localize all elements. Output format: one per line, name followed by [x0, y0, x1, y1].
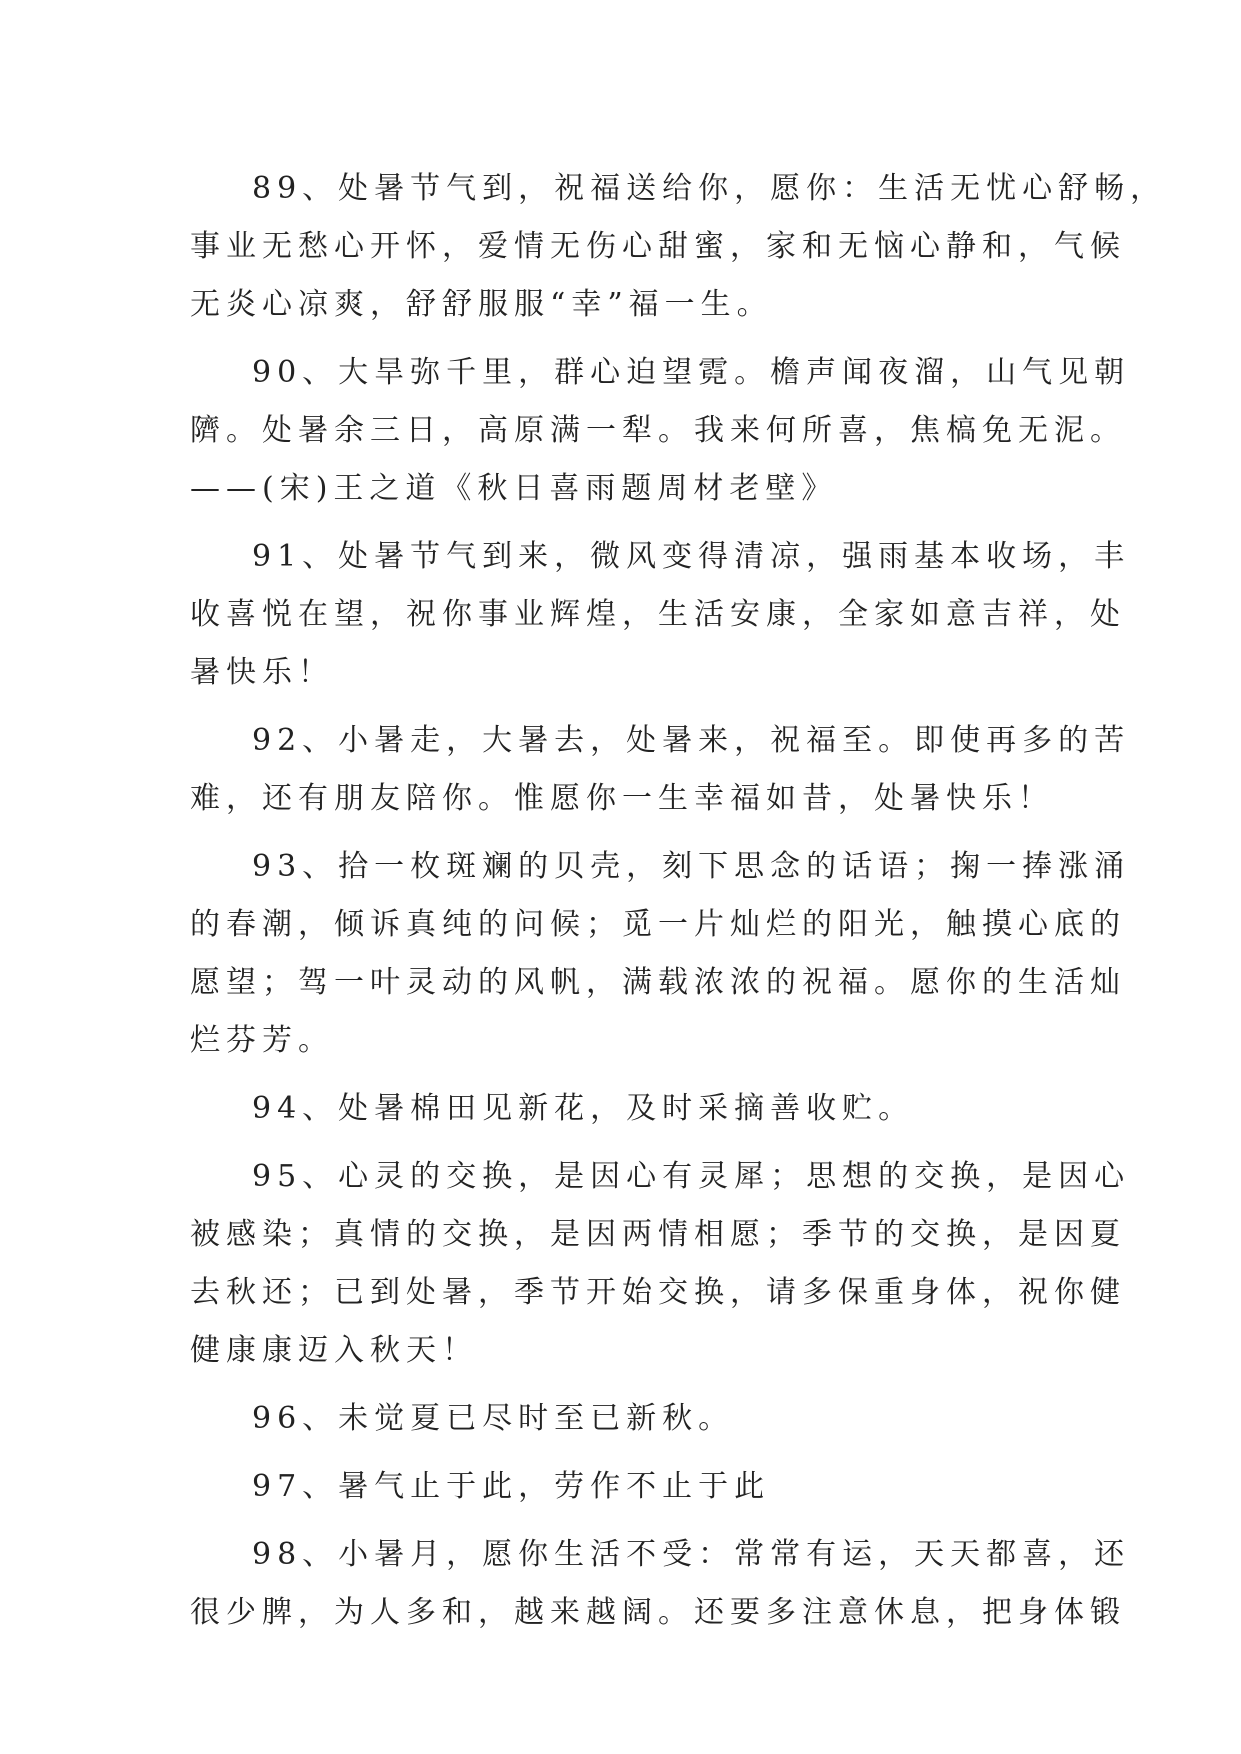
paragraph-line: 烂芬芳。: [190, 1023, 334, 1058]
paragraph-97: [190, 1458, 1070, 1516]
paragraph-93: [190, 838, 1131, 1070]
paragraph-90: [190, 344, 1131, 518]
paragraph-94: [190, 1080, 1070, 1138]
paragraph-line: 很少脾，为人多和，越来越阔。还要多注意休息，把身体锻: [190, 1595, 1126, 1630]
paragraph-citation: ——(宋)王之道《秋日喜雨题周材老壁》: [190, 471, 838, 506]
paragraph-line: 94、处暑棉田见新花，及时采摘善收贮。: [252, 1091, 915, 1126]
paragraph-line: 96、未觉夏已尽时至已新秋。: [252, 1401, 735, 1436]
paragraph-line: 90、大旱弥千里，群心迫望霓。檐声闻夜溜，山气见朝: [252, 355, 1131, 390]
paragraph-line: 健康康迈入秋天！: [190, 1333, 478, 1368]
paragraph-line: 愿望；驾一叶灵动的风帆，满载浓浓的祝福。愿你的生活灿: [190, 965, 1126, 1000]
paragraph-line: 98、小暑月，愿你生活不受：常常有运，天天都喜，还: [252, 1537, 1131, 1572]
paragraph-line: 隮。处暑余三日，高原满一犁。我来何所喜，焦槁免无泥。: [190, 413, 1126, 448]
paragraph-95: [190, 1148, 1131, 1380]
paragraph-98: [190, 1526, 1131, 1642]
paragraph-line: 93、拾一枚斑斓的贝壳，刻下思念的话语；掬一捧涨涌: [252, 849, 1131, 884]
paragraph-line: 收喜悦在望，祝你事业辉煌，生活安康，全家如意吉祥，处: [190, 597, 1126, 632]
paragraph-line: 暑快乐！: [190, 655, 334, 690]
paragraph-92: [190, 712, 1131, 828]
paragraph-89: [190, 160, 1167, 334]
paragraph-line: 去秋还；已到处暑，季节开始交换，请多保重身体，祝你健: [190, 1275, 1126, 1310]
paragraph-line: 97、暑气止于此，劳作不止于此: [252, 1469, 771, 1504]
paragraph-line: 95、心灵的交换，是因心有灵犀；思想的交换，是因心: [252, 1159, 1131, 1194]
paragraph-line: 无炎心凉爽，舒舒服服“幸”福一生。: [190, 287, 773, 322]
paragraph-line: 的春潮，倾诉真纯的问候；觅一片灿烂的阳光，触摸心底的: [190, 907, 1126, 942]
paragraph-line: 事业无愁心开怀，爱情无伤心甜蜜，家和无恼心静和，气候: [190, 229, 1126, 264]
paragraph-line: 91、处暑节气到来，微风变得清凉，强雨基本收场，丰: [252, 539, 1131, 574]
paragraph-96: [190, 1390, 1070, 1448]
paragraph-line: 92、小暑走，大暑去，处暑来，祝福至。即使再多的苦: [252, 723, 1131, 758]
paragraph-line: 难，还有朋友陪你。惟愿你一生幸福如昔，处暑快乐！: [190, 781, 1054, 816]
document-body: [190, 160, 1167, 1652]
paragraph-line: 被感染；真情的交换，是因两情相愿；季节的交换，是因夏: [190, 1217, 1126, 1252]
paragraph-line: 89、处暑节气到，祝福送给你，愿你：生活无忧心舒畅，: [252, 171, 1167, 206]
paragraph-91: [190, 528, 1131, 702]
